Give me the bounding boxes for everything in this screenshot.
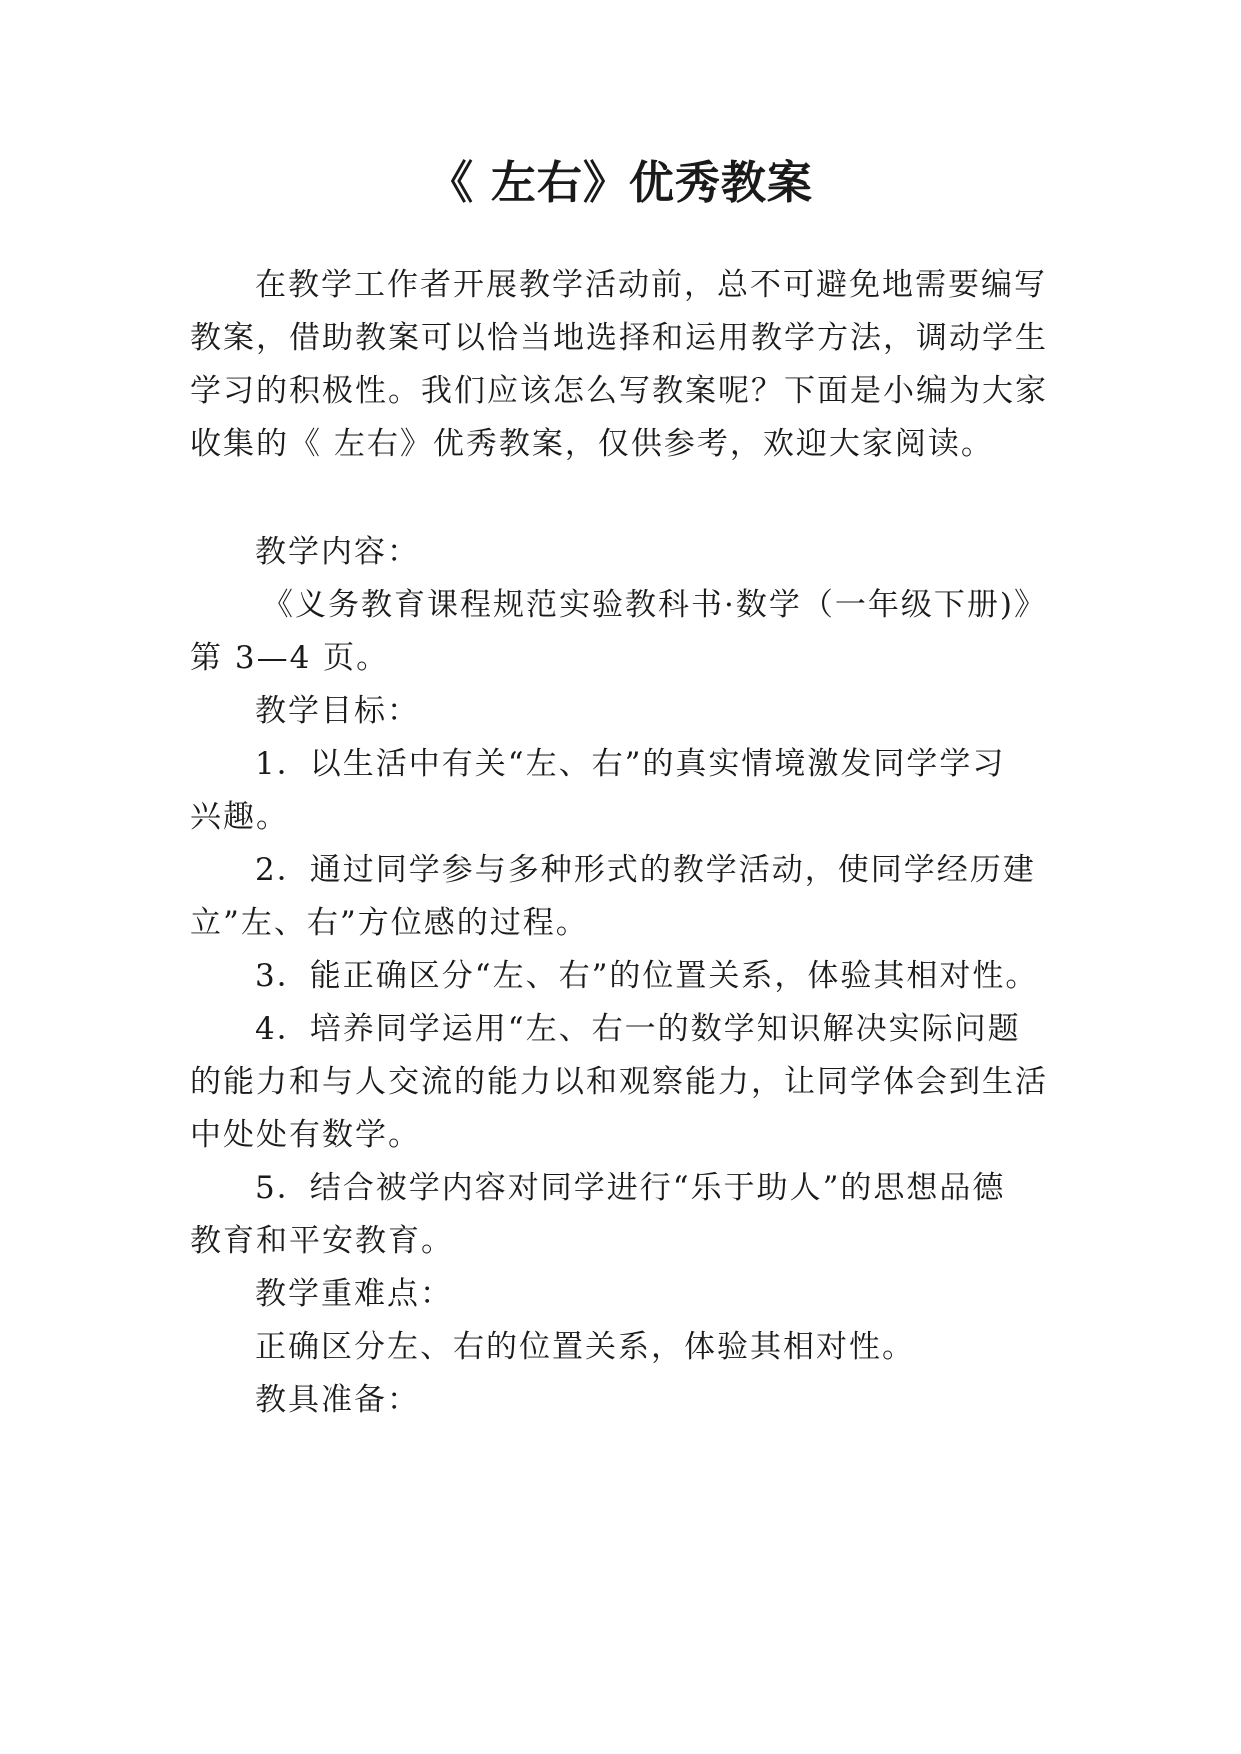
content-heading: 教学内容： xyxy=(255,534,420,570)
intro-line-2: 教案，借助教案可以恰当地选择和运用教学方法，调动学生 xyxy=(190,320,1048,356)
objective-2-line-2: 立”左、右”方位感的过程。 xyxy=(190,905,589,941)
key-points-heading: 教学重难点： xyxy=(255,1276,453,1312)
objective-1-line-2: 兴趣。 xyxy=(190,799,289,835)
content-text-line-1: 《义务教育课程规范实验教科书·数学（一年级下册)》 xyxy=(262,587,1047,623)
intro-line-3: 学习的积极性。我们应该怎么写教案呢？下面是小编为大家 xyxy=(190,373,1048,409)
objective-5-line-2: 教育和平安教育。 xyxy=(190,1223,454,1259)
content-text-line-2: 第 3—4 页。 xyxy=(190,640,390,676)
intro-line-4: 收集的《 左右》优秀教案，仅供参考，欢迎大家阅读。 xyxy=(190,426,994,462)
objective-3-line-1: 3．能正确区分“左、右”的位置关系，体验其相对性。 xyxy=(255,958,1039,994)
objective-5-line-1: 5．结合被学内容对同学进行“乐于助人”的思想品德 xyxy=(255,1170,1006,1206)
objectives-heading: 教学目标： xyxy=(255,693,420,729)
objective-4-line-2: 的能力和与人交流的能力以和观察能力，让同学体会到生活 xyxy=(190,1064,1048,1100)
objective-2-line-1: 2．通过同学参与多种形式的教学活动，使同学经历建 xyxy=(255,852,1036,888)
materials-heading: 教具准备： xyxy=(255,1382,420,1418)
objective-4-line-3: 中处处有数学。 xyxy=(190,1117,421,1153)
objective-1-line-1: 1．以生活中有关“左、右”的真实情境激发同学学习 xyxy=(255,746,1006,782)
objective-4-line-1: 4．培养同学运用“左、右一的数学知识解决实际问题 xyxy=(255,1011,1021,1047)
intro-line-1: 在教学工作者开展教学活动前，总不可避免地需要编写 xyxy=(255,267,1047,303)
key-points-text: 正确区分左、右的位置关系，体验其相对性。 xyxy=(255,1329,915,1365)
document-title: 《 左右》优秀教案 xyxy=(428,156,813,209)
